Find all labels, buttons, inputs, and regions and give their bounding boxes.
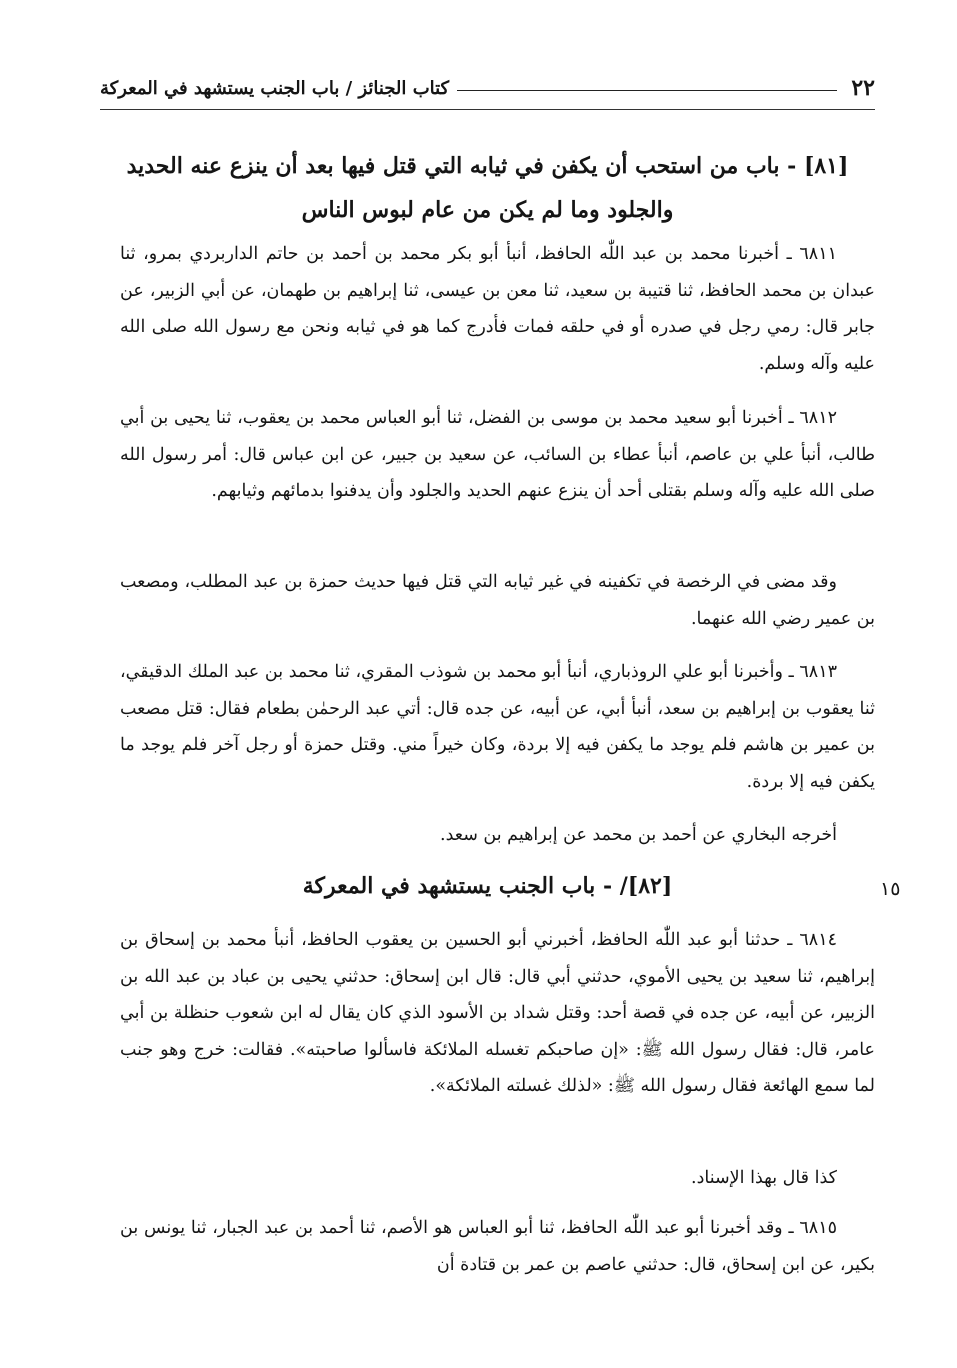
running-title: كتاب الجنائز / باب الجنب يستشهد في المعركة	[100, 77, 450, 99]
hadith-6815: ٦٨١٥ ـ وقد أخبرنا أبو عبد اللّٰه الحافظ، ثنا أبو العباس هو الأصم، ثنا أحمد بن عبد الجبار، ثنا يونس بن بكير، عن ابن إسحاق، قال: حدثني عاصم بن عمر بن قتادة أن	[120, 1218, 875, 1275]
hadith-6812: ٦٨١٢ ـ أخبرنا أبو سعيد محمد بن موسى بن الفضل، ثنا أبو العباس محمد بن يعقوب، ثنا يحيى بن أبي طالب، أنبأ علي بن عاصم، أنبأ عطاء بن السائب، عن سعيد بن جبير، عن ابن عباس قال: أمر رسول الله صلى الله عليه وآله وسلم بقتلى أحد أن ينزع عنهم الحديد والجلود وأن يدفنوا بدمائهم وثيابهم.	[120, 408, 875, 502]
isnad-note: كذا قال بهذا الإسناد.	[691, 1168, 837, 1188]
cross-reference-note: وقد مضى في الرخصة في تكفينه في غير ثيابه التي قتل فيها حديث حمزة بن عبد المطلب، ومصعب بن عمير رضي الله عنهما.	[120, 572, 875, 629]
hadith-6811: ٦٨١١ ـ أخبرنا محمد بن عبد اللّٰه الحافظ، أنبأ أبو بكر محمد بن أحمد بن حاتم الداربردي بمرو، ثنا عبدان بن محمد الحافظ، ثنا قتيبة بن سعيد، ثنا معن بن عيسى، ثنا إبراهيم بن طهمان، عن أبي الزبير، عن جابر قال: رمي رجل في صدره أو في حلقه فمات فأدرج كما هو في ثيابه ونحن مع رسول الله صلى الله عليه وآله وسلم.	[120, 244, 875, 374]
hadith-6814: ٦٨١٤ ـ حدثنا أبو عبد اللّٰه الحافظ، أخبرني أبو الحسين بن يعقوب الحافظ، أنبأ محمد بن إسحاق بن إبراهيم، ثنا سعيد بن يحيى الأموي، حدثني أبي قال: قال ابن إسحاق: حدثني يحيى بن عباد بن عبد الله بن الزبير، عن أبيه، عن جده في قصة أحد: وقتل شداد بن الأسود الذي كان يقال له ابن شعوب حنظلة بن أبي عامر، قال: فقال رسول الله ﷺ: «إن صاحبكم تغسله الملائكة فاسألوا صاحبته». فقالت: خرج وهو جنب لما سمع الهائعة فقال رسول الله ﷺ: «لذلك غسلته الملائكة».	[120, 930, 875, 1097]
margin-line-number: ١٥	[880, 878, 901, 900]
running-header	[100, 68, 875, 108]
takhrij-note: أخرجه البخاري عن أحمد بن محمد عن إبراهيم بن سعد.	[440, 825, 837, 845]
header-rule	[457, 90, 837, 91]
hadith-6813: ٦٨١٣ ـ وأخبرنا أبو علي الروذباري، أنبأ أبو محمد بن شوذب المقري، ثنا محمد بن عبد الملك الدقيقي، ثنا يعقوب بن إبراهيم بن سعد، أنبأ أبي، عن أبيه، عن جده قال: أتي عبد الرحمٰن بطعام فقال: قتل مصعب بن عمير بن هاشم فلم يوجد ما يكفن فيه إلا بردة، وكان خيراً مني. وقتل حمزة أو رجل آخر فلم يوجد ما يكفن فيه إلا بردة.	[120, 662, 875, 792]
header-underline	[100, 109, 875, 110]
chapter-82-title: [٨٢]/ - باب الجنب يستشهد في المعركة	[302, 873, 673, 899]
page-number: ٢٢	[851, 75, 875, 101]
chapter-81-title: [٨١] - باب من استحب أن يكفن في ثيابه التي قتل فيها بعد أن ينزع عنه الحديد والجلود وما لم يكن من عام لبوس الناس	[126, 153, 849, 223]
